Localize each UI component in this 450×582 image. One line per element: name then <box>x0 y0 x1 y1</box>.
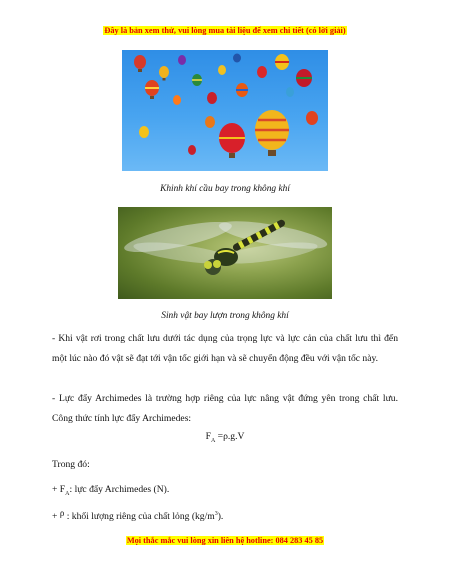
item-density-end: ). <box>217 511 224 523</box>
item-density-prefix: + <box>52 511 60 523</box>
hot-air-balloons-photo <box>122 50 328 171</box>
definition-item-force <box>52 480 398 504</box>
item-density-text: : khối lượng riêng của chất lỏng (kg/m <box>64 511 215 523</box>
rho-symbol: ρ <box>59 508 65 519</box>
item-force-subscript: A <box>65 490 70 497</box>
item-force-prefix: + F <box>52 484 66 495</box>
balloons-caption: Khinh khí cầu bay trong không khí <box>160 184 290 194</box>
formula-rhs: =ρ.g.V <box>215 431 245 442</box>
hotline-banner <box>0 536 450 545</box>
where-label: Trong đó: <box>52 459 90 470</box>
preview-notice-text: Đây là bản xem thử, vui lòng mua tài liệu để xem chi tiết (có lời giải) <box>104 26 346 35</box>
archimedes-formula <box>0 431 450 444</box>
item-density-superscript: 3 <box>214 511 218 517</box>
hotline-text: Mọi thắc mắc vui lòng xin liên hệ hotline: 084 283 45 85 <box>126 536 324 545</box>
archimedes-paragraph: - Lực đẩy Archimedes là trường hợp riêng của lực nâng vật đứng yên trong chất lưu. Công thức tính lực đẩy Archimedes: <box>52 393 398 424</box>
dragonfly-illustration <box>118 207 332 299</box>
item-force-text: : lực đẩy Archimedes (N). <box>69 484 170 495</box>
terminal-velocity-paragraph: - Khi vật rơi trong chất lưu dưới tác dụng của trọng lực và lực cản của chất lưu thì đến một lúc nào đó vật sẽ đạt tới vận tốc giới hạn và sẽ chuyển động đều với vận tốc này. <box>52 333 398 364</box>
dragonfly-caption: Sinh vật bay lượn trong không khí <box>161 311 289 321</box>
preview-notice-banner <box>0 26 450 35</box>
dragonfly-photo <box>118 207 332 299</box>
balloons-illustration <box>122 50 328 171</box>
formula-subscript: A <box>210 437 216 444</box>
formula-lhs: F <box>205 431 211 442</box>
definition-item-density <box>52 505 398 527</box>
